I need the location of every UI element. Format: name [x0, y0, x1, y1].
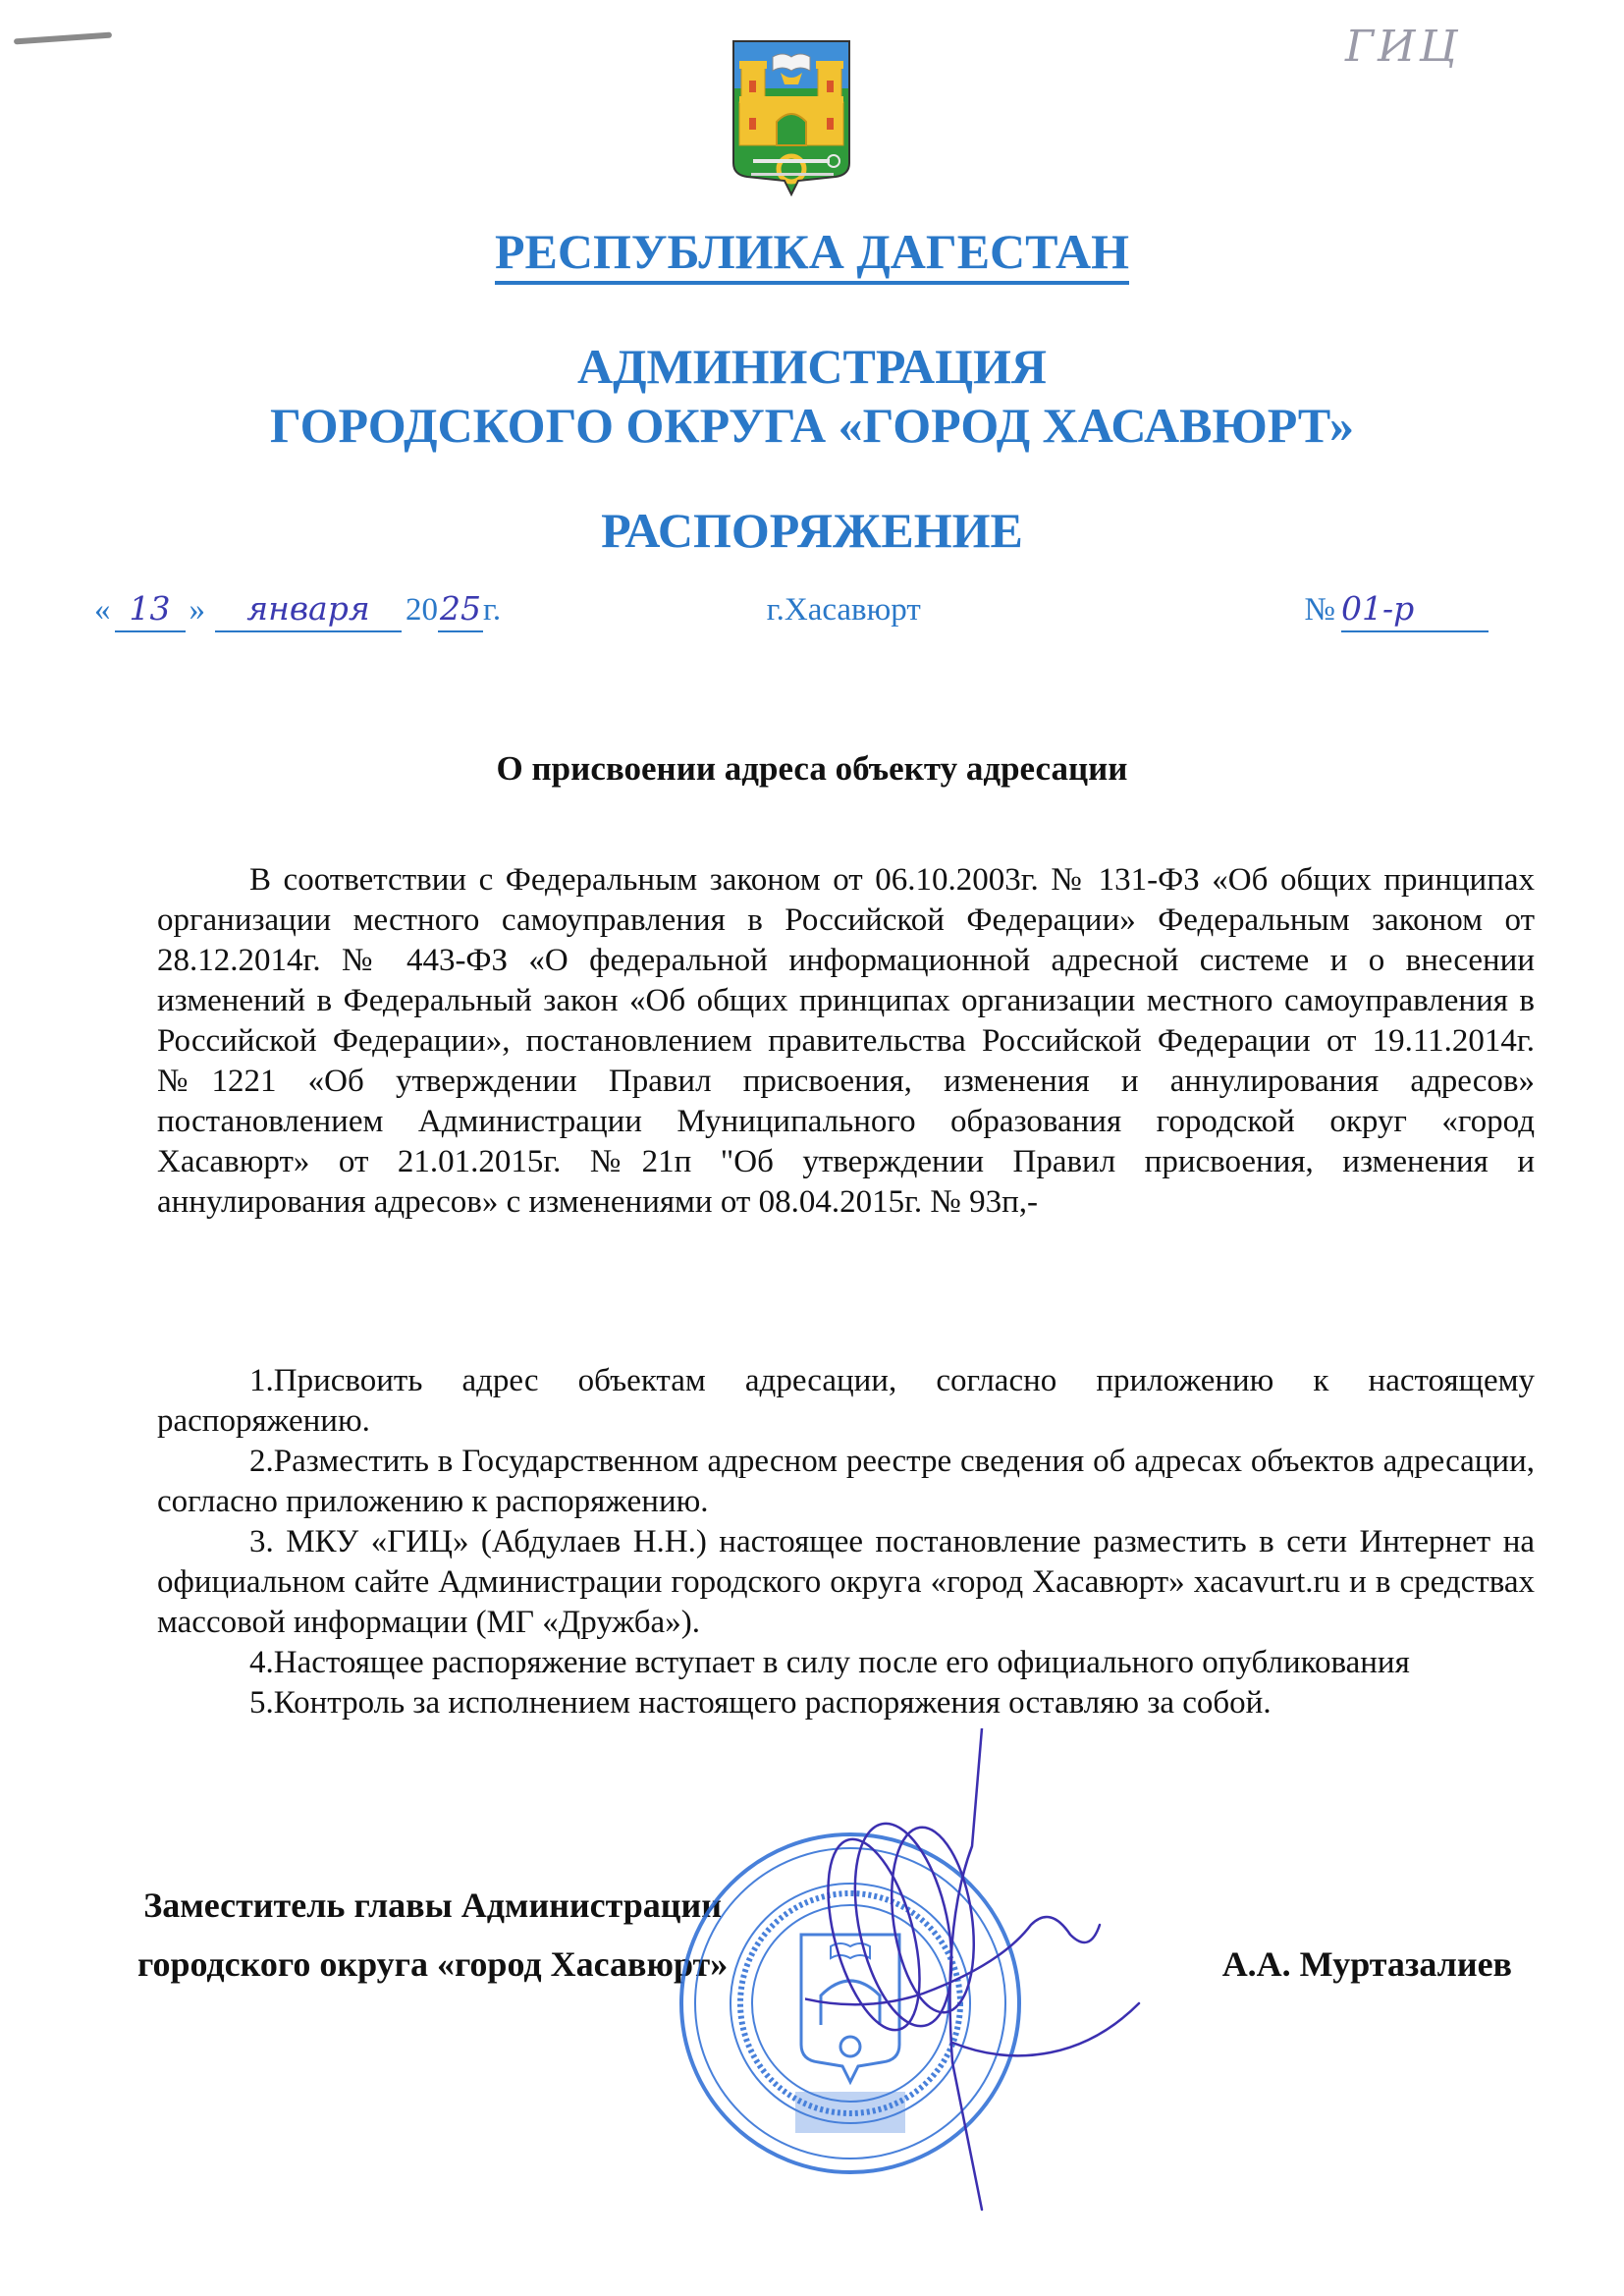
preamble-paragraph: В соответствии с Федеральным законом от 06.10.2003г. № 131-ФЗ «Об общих принципах организации местного самоуправления в Российской Федерации» Федеральным законом от 28.12.2014г. № 443-ФЗ «О федеральной информационной адресной системе и о внесении изменений в Федеральный закон «Об общих принципах организации местного самоуправления в Российской Федерации», постановлением правительства Российской Федерации от 19.11.2014г. №1221 «Об утверждении Правил присвоения, изменения и аннулирования адресов» постановлением Администрации Муниципального образования городской округ «город Хасавюрт» от 21.01.2015г. №21п "Об утверждении Правил присвоения, изменения и аннулирования адресов» с изменениями от 08.04.2015г. № 93п,- — [157, 862, 1535, 1220]
date-day: 13 — [115, 587, 186, 632]
order-items — [157, 1361, 1535, 1723]
republic-heading-text: РЕСПУБЛИКА ДАГЕСТАН — [495, 224, 1129, 285]
order-item-4: 4.Настоящее распоряжение вступает в силу после его официального опубликования — [249, 1645, 1410, 1680]
number-group — [1304, 585, 1489, 634]
order-item-1: 1.Присвоить адрес объектам адресации, согласно приложению к настоящему распоряжению. — [157, 1363, 1535, 1439]
date-open-quote: « — [94, 592, 111, 628]
document-subject: О присвоении адреса объекту адресации — [496, 749, 1128, 788]
date-number-line — [94, 585, 1489, 640]
administration-heading-line2: ГОРОДСКОГО ОКРУГА «ГОРОД ХАСАВЮРТ» — [270, 398, 1354, 453]
administration-heading-line1: АДМИНИСТРАЦИЯ — [577, 339, 1047, 394]
staple-mark — [14, 32, 112, 45]
signatory-title-line1: Заместитель главы Администрации — [143, 1886, 723, 1925]
city-name: г.Хасавюрт — [766, 592, 921, 628]
order-item-3: 3. МКУ «ГИЦ» (Абдулаев Н.Н.) настоящее постановление разместить в сети Интернет на официальном сайте Администрации городского округа «город Хасавюрт» xacavurt.ru и в средствах массовой информации (МГ «Дружба»). — [157, 1524, 1535, 1640]
date-year-suffix: 25 — [438, 587, 483, 632]
date-month: января — [215, 587, 402, 632]
preamble — [157, 860, 1535, 1223]
number-sign: № — [1304, 592, 1335, 628]
document-type-heading: РАСПОРЯЖЕНИЕ — [601, 503, 1023, 558]
handwritten-signature — [805, 1728, 1218, 2219]
signatory-title-line2: городского округа «город Хасавюрт» — [137, 1944, 729, 1984]
document-number: 01-р — [1341, 587, 1489, 632]
order-item-5: 5.Контроль за исполнением настоящего распоряжения оставляю за собой. — [249, 1685, 1272, 1721]
signatory-title — [137, 1876, 728, 1994]
order-item-2: 2.Разместить в Государственном адресном реестре сведения об адресах объектов адресации, согласно приложению к распоряжению. — [157, 1444, 1535, 1519]
date-year-prefix: 20 — [406, 592, 438, 628]
date-group — [94, 585, 501, 634]
date-close-quote: » — [189, 592, 205, 628]
republic-heading — [0, 224, 1624, 281]
signatory-name: А.А. Муртазалиев — [1221, 1944, 1512, 1984]
date-year-unit: г. — [483, 592, 502, 628]
pencil-note: ГИЦ — [1345, 22, 1461, 72]
coat-of-arms-icon — [730, 37, 853, 196]
